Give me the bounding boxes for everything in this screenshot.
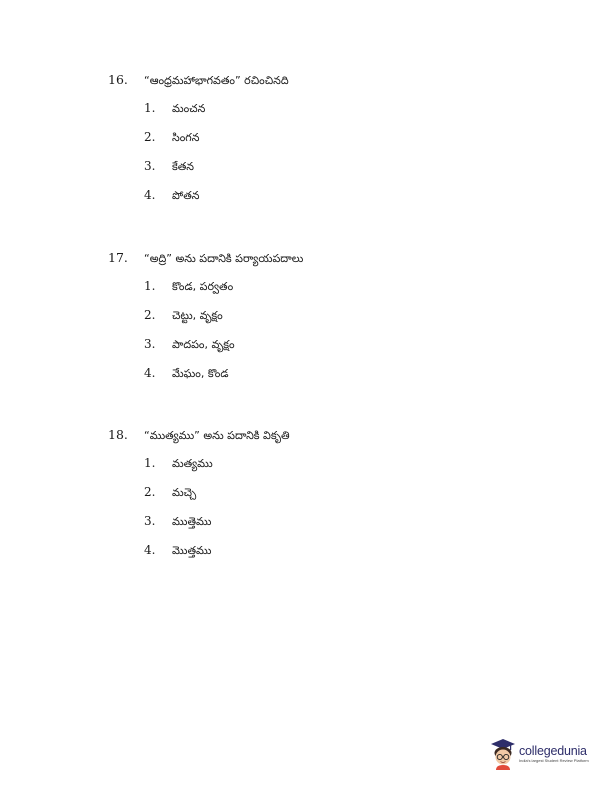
option-text: మొత్తము (172, 544, 212, 557)
option-text: మంచన (172, 102, 206, 115)
option-1 (108, 456, 528, 485)
options-list (108, 279, 528, 395)
option-3 (108, 514, 528, 543)
mascot-logo-icon (490, 738, 516, 770)
option-text: ముత్తెము (172, 515, 212, 528)
question-17 (108, 250, 528, 395)
option-number: 4. (144, 188, 156, 202)
option-3 (108, 159, 528, 188)
option-2 (108, 485, 528, 514)
option-number: 3. (144, 337, 156, 351)
option-text: మత్యము (172, 457, 213, 470)
question-stem (108, 427, 528, 447)
logo-wordmark: collegedunia (519, 743, 587, 758)
option-number: 2. (144, 485, 156, 499)
question-stem (108, 250, 528, 270)
question-number: 18. (108, 427, 128, 442)
question-text: “అద్రి” అను పదానికి పర్యాయపదాలు (144, 252, 304, 265)
option-3 (108, 337, 528, 366)
option-text: సింగన (172, 131, 200, 144)
question-text: “ఆంధ్రమహాభాగవతం” రచించినది (144, 74, 289, 87)
option-text: పోతన (172, 189, 200, 202)
question-text: “ముత్యము” అను పదానికి వికృతి (144, 429, 290, 442)
options-list (108, 456, 528, 572)
options-list (108, 101, 528, 217)
question-stem (108, 72, 528, 92)
option-number: 3. (144, 159, 156, 173)
option-1 (108, 101, 528, 130)
option-text: మేఘం, కొండ (172, 367, 229, 380)
option-text: మచ్చె (172, 486, 197, 499)
option-number: 4. (144, 543, 156, 557)
logo-tagline: India's largest Student Review Platform (519, 758, 589, 764)
option-2 (108, 130, 528, 159)
question-16 (108, 72, 528, 217)
option-number: 4. (144, 366, 156, 380)
option-number: 1. (144, 279, 156, 293)
option-4 (108, 543, 528, 572)
question-number: 16. (108, 72, 128, 87)
option-text: చెట్టు, వృక్షం (172, 309, 223, 322)
option-number: 1. (144, 456, 156, 470)
option-1 (108, 279, 528, 308)
option-4 (108, 188, 528, 217)
option-text: కేతన (172, 160, 195, 173)
collegedunia-logo (490, 737, 602, 771)
logo-text (519, 745, 589, 764)
option-text: పాదపం, వృక్షం (172, 338, 235, 351)
question-18 (108, 427, 528, 572)
option-number: 1. (144, 101, 156, 115)
option-number: 2. (144, 130, 156, 144)
option-2 (108, 308, 528, 337)
question-number: 17. (108, 250, 128, 265)
option-number: 2. (144, 308, 156, 322)
option-number: 3. (144, 514, 156, 528)
option-text: కొండ, పర్వతం (172, 280, 234, 293)
option-4 (108, 366, 528, 395)
